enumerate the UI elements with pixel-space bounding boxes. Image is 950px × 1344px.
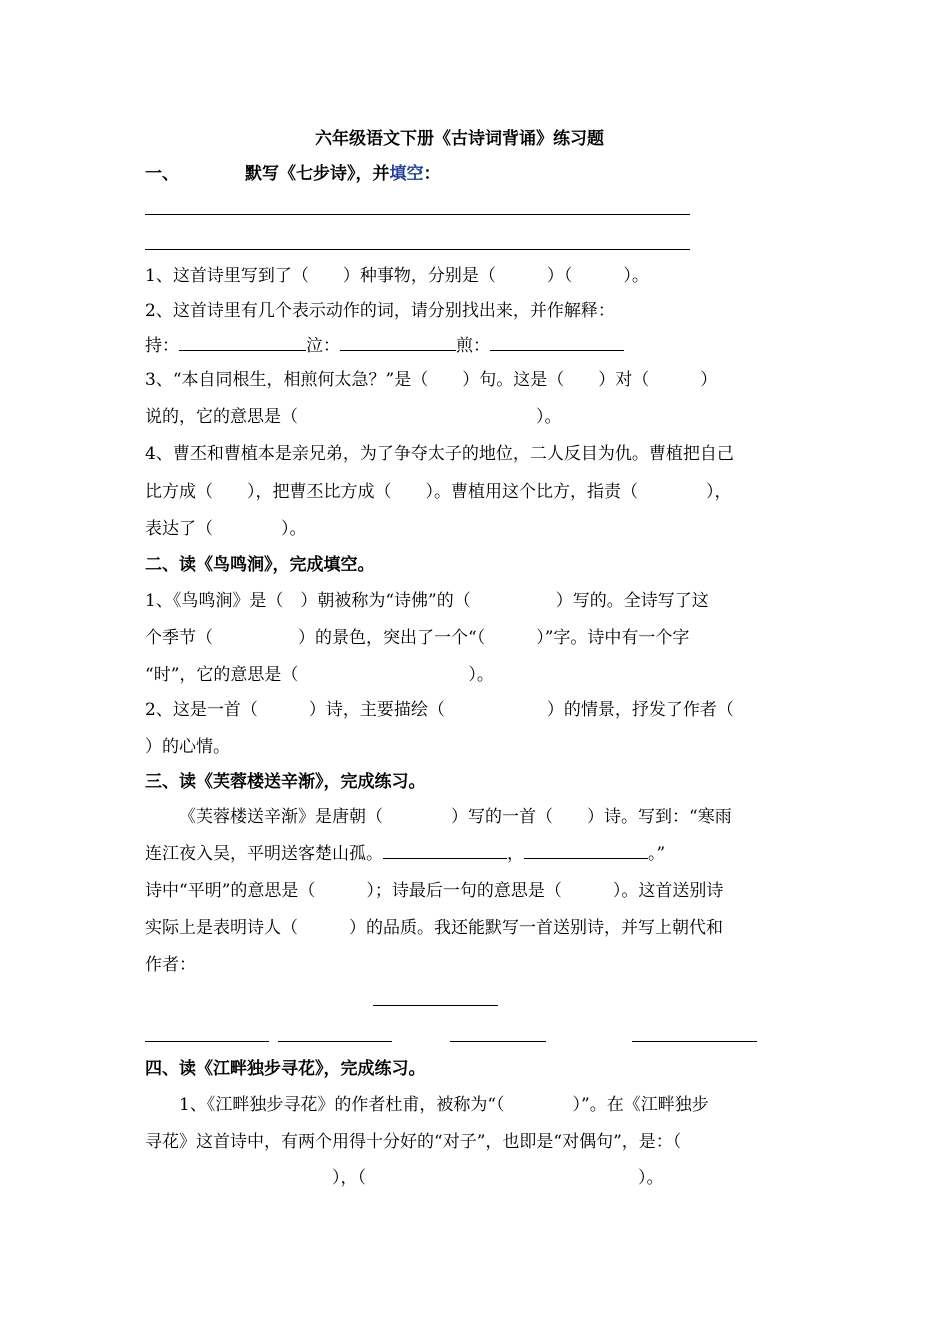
qi-blank[interactable] xyxy=(340,334,456,351)
chi-label: 持： xyxy=(145,336,179,356)
s1-question-4-line-3: 表达了（ ）。 xyxy=(145,519,307,539)
s3-paragraph-1-line-2 xyxy=(145,842,665,866)
section-2-heading: 二、读《鸟鸣涧》，完成填空。 xyxy=(145,555,375,575)
farewell-poem-line-2[interactable] xyxy=(278,1041,392,1042)
s3-paragraph-2-line-3: 作者： xyxy=(145,955,196,975)
section-3-heading: 三、读《芙蓉楼送辛渐》，完成练习。 xyxy=(145,772,426,792)
chi-blank[interactable] xyxy=(179,334,306,351)
s1-question-1: 1、这首诗里写到了（ ）种事物，分别是（ ）（ ）。 xyxy=(145,266,649,286)
s2-question-1-line-2: 个季节（ ）的景色，突出了一个“（ ）”字。诗中有一个字 xyxy=(145,628,690,648)
farewell-poem-line-4[interactable] xyxy=(632,1041,757,1042)
farewell-poem-line-3[interactable] xyxy=(450,1041,546,1042)
s2-question-1-line-1: 1、《鸟鸣涧》是（ ）朝被称为“诗佛”的（ ）写的。全诗写了这 xyxy=(145,591,709,611)
page-title: 六年级语文下册《古诗词背诵》练习题 xyxy=(315,129,604,149)
s3-paragraph-2-line-1: 诗中“平明”的意思是（ ）；诗最后一句的意思是（ ）。这首送别诗 xyxy=(145,881,724,901)
s2-question-1-line-3: “时”，它的意思是（ ）。 xyxy=(145,665,494,685)
poem-end: 。” xyxy=(648,844,666,864)
farewell-poem-title-line[interactable] xyxy=(373,1005,498,1006)
poem-line: 连江夜入吴，平明送客楚山孤。 xyxy=(145,844,383,864)
s1-question-3-line-1: 3、“本自同根生，相煎何太急？”是（ ）句。这是（ ）对（ ） xyxy=(145,370,718,390)
jian-blank[interactable] xyxy=(490,334,624,351)
s3-paragraph-1-line-1: 《芙蓉楼送辛渐》是唐朝（ ）写的一首（ ）诗。写到：“寒雨 xyxy=(179,807,732,827)
section-1-number: 一、 xyxy=(145,164,179,184)
s4-question-1-line-3: ），（ ）。 xyxy=(145,1168,664,1188)
qi-label: 泣： xyxy=(306,336,340,356)
s3-paragraph-2-line-2: 实际上是表明诗人（ ）的品质。我还能默写一首送别诗，并写上朝代和 xyxy=(145,918,723,938)
s1-question-3-line-2: 说的，它的意思是（ ）。 xyxy=(145,407,562,427)
jian-label: 煎： xyxy=(456,336,490,356)
s1-question-4-line-1: 4、曹丕和曹植本是亲兄弟，为了争夺太子的地位，二人反目为仇。曹植把自己 xyxy=(145,444,734,464)
poem-blank-2[interactable] xyxy=(524,842,648,859)
s1-question-2: 2、这首诗里有几个表示动作的词，请分别找出来，并作解释： xyxy=(145,301,615,321)
s2-question-2-line-1: 2、这是一首（ ）诗，主要描绘（ ）的情景，抒发了作者（ xyxy=(145,700,734,720)
poem-blank-1[interactable] xyxy=(383,842,507,859)
farewell-poem-line-1[interactable] xyxy=(145,1041,269,1042)
s4-question-1-line-1: 1、《江畔独步寻花》的作者杜甫，被称为“（ ）”。在《江畔独步 xyxy=(179,1095,709,1115)
answer-line-2[interactable] xyxy=(145,249,690,250)
section-4-heading: 四、读《江畔独步寻花》，完成练习。 xyxy=(145,1059,426,1079)
section-1-title: 默写《七步诗》，并 xyxy=(245,164,390,184)
poem-comma: ， xyxy=(507,844,524,864)
s4-question-1-line-2: 寻花》这首诗中，有两个用得十分好的“对子”，也即是“对偶句”，是：（ xyxy=(145,1132,682,1152)
s2-question-2-line-2: ）的心情。 xyxy=(145,737,230,757)
section-1-fill-word: 填空 xyxy=(389,164,424,184)
section-1-heading xyxy=(145,162,441,186)
s1-question-4-line-2: 比方成（ ），把曹丕比方成（ ）。曹植用这个比方，指责（ ）， xyxy=(145,482,732,502)
s1-verb-answers xyxy=(145,334,624,358)
answer-line-1[interactable] xyxy=(145,214,690,215)
section-1-colon: ： xyxy=(423,164,441,184)
